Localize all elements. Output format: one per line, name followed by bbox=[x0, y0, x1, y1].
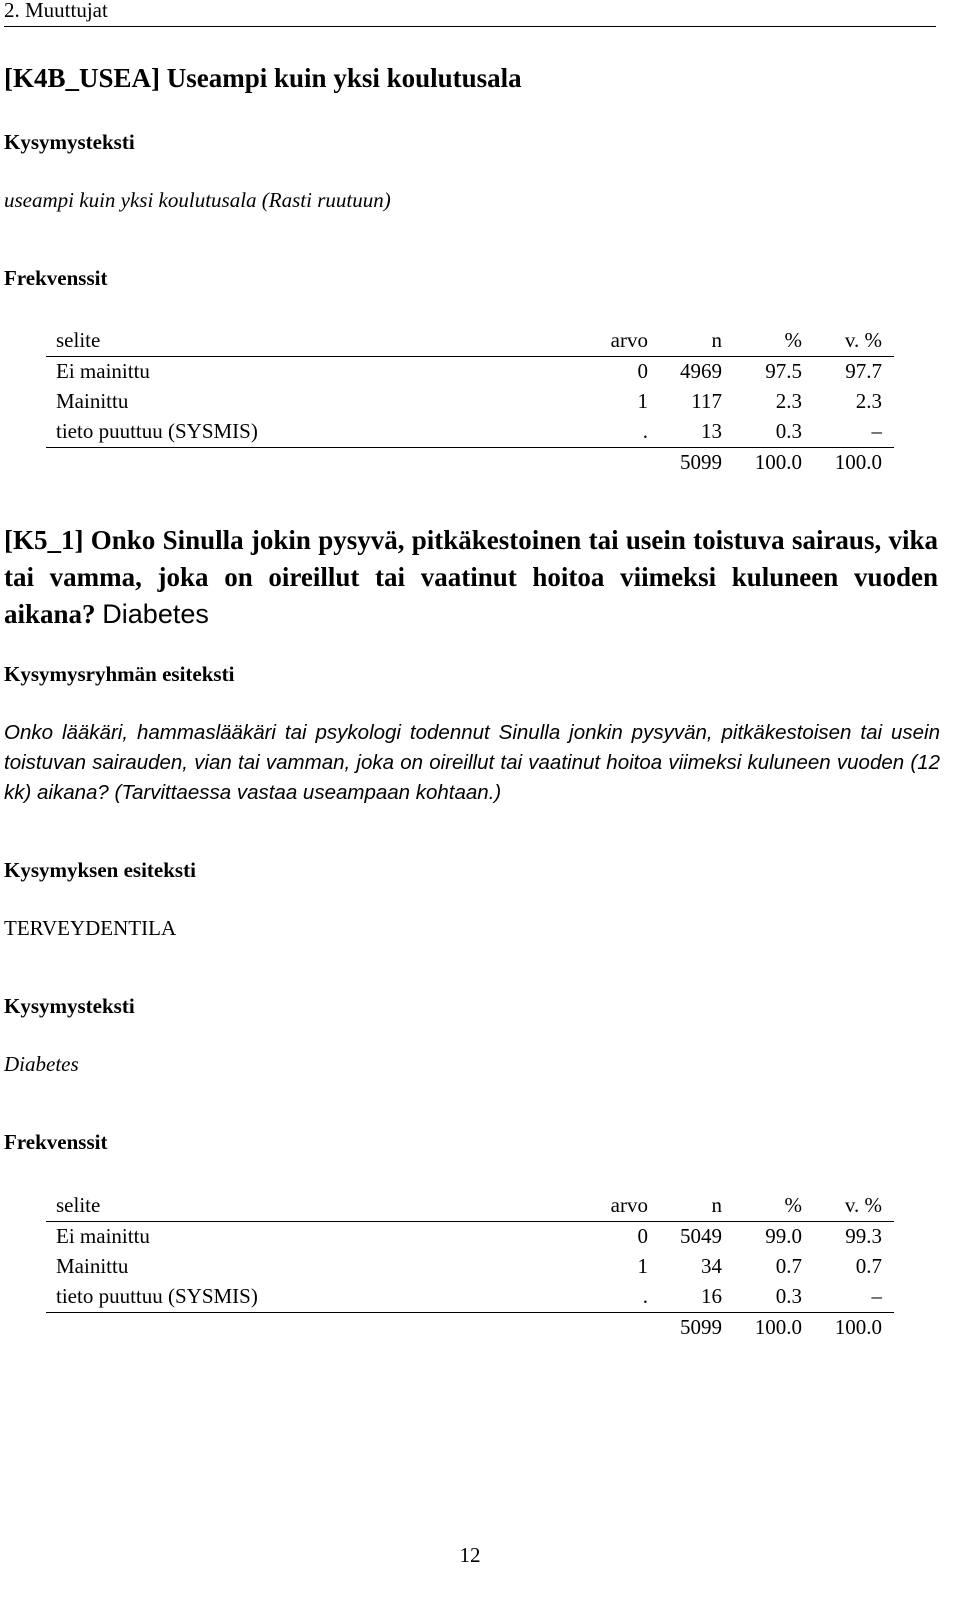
page-number: 12 bbox=[459, 1543, 481, 1567]
question-text: Diabetes bbox=[4, 1052, 79, 1076]
table-cell: – bbox=[871, 419, 882, 443]
column-header: arvo bbox=[610, 328, 648, 352]
table-row bbox=[46, 417, 894, 447]
table-cell: 117 bbox=[691, 389, 722, 413]
frequencies-label: Frekvenssit bbox=[4, 266, 108, 290]
table-cell: 34 bbox=[701, 1254, 722, 1278]
question-label: Kysymysteksti bbox=[4, 994, 135, 1018]
table-cell: Ei mainittu bbox=[56, 1224, 150, 1248]
table-cell: 99.0 bbox=[765, 1224, 802, 1248]
table-cell: – bbox=[871, 1284, 882, 1308]
title-text: [K5_1] Onko Sinulla jokin pysyvä, pitkäkestoinen tai usein toistuva sairaus, vika tai vamma, joka on oireillut tai vaatinut hoitoa viimeksi kuluneen vuoden aikana? bbox=[4, 525, 938, 629]
total-pct: 100.0 bbox=[754, 450, 802, 474]
table-cell: Ei mainittu bbox=[56, 359, 150, 383]
table-cell: 2.3 bbox=[775, 389, 802, 413]
table-total-row bbox=[46, 448, 894, 478]
question-preface-label: Kysymyksen esiteksti bbox=[4, 858, 196, 882]
variable-title-k4b-usea: [K4B_USEA] Useampi kuin yksi koulutusala bbox=[4, 63, 522, 93]
table-cell: tieto puuttuu (SYSMIS) bbox=[56, 419, 258, 443]
total-n: 5099 bbox=[680, 450, 722, 474]
column-header: n bbox=[711, 1193, 722, 1217]
table-row bbox=[46, 357, 894, 387]
table-cell: 1 bbox=[637, 1254, 648, 1278]
column-header: selite bbox=[56, 328, 101, 352]
table-cell: tieto puuttuu (SYSMIS) bbox=[56, 1284, 258, 1308]
frequencies-label: Frekvenssit bbox=[4, 1130, 108, 1154]
table-total-row bbox=[46, 1313, 894, 1343]
column-header: n bbox=[711, 328, 722, 352]
table-row bbox=[46, 387, 894, 417]
table-cell: 97.7 bbox=[845, 359, 882, 383]
column-header: v. % bbox=[844, 328, 882, 352]
table-cell: 0.7 bbox=[775, 1254, 802, 1278]
table-cell: 16 bbox=[701, 1284, 722, 1308]
frequency-table bbox=[46, 326, 894, 478]
total-valid-pct: 100.0 bbox=[834, 450, 882, 474]
column-header: % bbox=[784, 1193, 802, 1217]
total-valid-pct: 100.0 bbox=[834, 1315, 882, 1339]
running-head: 2. Muuttujat bbox=[4, 0, 108, 22]
total-n: 5099 bbox=[680, 1315, 722, 1339]
table-header-row bbox=[46, 326, 894, 356]
table-cell: Mainittu bbox=[56, 389, 129, 413]
column-header: % bbox=[784, 328, 802, 352]
table-cell: 0.7 bbox=[855, 1254, 882, 1278]
table-cell: 0.3 bbox=[775, 419, 802, 443]
table-cell: 1 bbox=[637, 389, 648, 413]
table-cell: 13 bbox=[701, 419, 722, 443]
header-rule bbox=[4, 26, 936, 27]
table-row bbox=[46, 1282, 894, 1312]
table-row bbox=[46, 1252, 894, 1282]
table-header-row bbox=[46, 1191, 894, 1221]
column-header: arvo bbox=[610, 1193, 648, 1217]
table-cell: 0 bbox=[637, 359, 648, 383]
table-cell: Mainittu bbox=[56, 1254, 129, 1278]
total-pct: 100.0 bbox=[754, 1315, 802, 1339]
question-text: useampi kuin yksi koulutusala (Rasti ruutuun) bbox=[4, 188, 391, 212]
table-cell: 99.3 bbox=[845, 1224, 882, 1248]
table-cell: . bbox=[642, 1284, 648, 1308]
table-row bbox=[46, 1222, 894, 1252]
frequency-table bbox=[46, 1191, 894, 1343]
table-cell: 0.3 bbox=[775, 1284, 802, 1308]
table-cell: . bbox=[642, 419, 648, 443]
question-preface-text: TERVEYDENTILA bbox=[4, 916, 177, 940]
variable-title-k5-1 bbox=[4, 522, 938, 633]
table-cell: 2.3 bbox=[855, 389, 882, 413]
group-preface-text: Onko lääkäri, hammaslääkäri tai psykologi todennut Sinulla jonkin pysyvän, pitkäkestoisen tai usein toistuvan sairauden, vian tai vamman, joka on oireillut tai vaatinut hoitoa viimeksi kuluneen vuoden (12 kk) aikana? (Tarvittaessa vastaa useampaan kohtaan.) bbox=[4, 721, 940, 804]
table-cell: 0 bbox=[637, 1224, 648, 1248]
group-preface-label: Kysymysryhmän esiteksti bbox=[4, 662, 235, 686]
column-header: selite bbox=[56, 1193, 101, 1217]
table-cell: 4969 bbox=[680, 359, 722, 383]
table-cell: 5049 bbox=[680, 1224, 722, 1248]
column-header: v. % bbox=[844, 1193, 882, 1217]
table-cell: 97.5 bbox=[765, 359, 802, 383]
title-suffix: Diabetes bbox=[102, 599, 209, 629]
question-label: Kysymysteksti bbox=[4, 130, 135, 154]
